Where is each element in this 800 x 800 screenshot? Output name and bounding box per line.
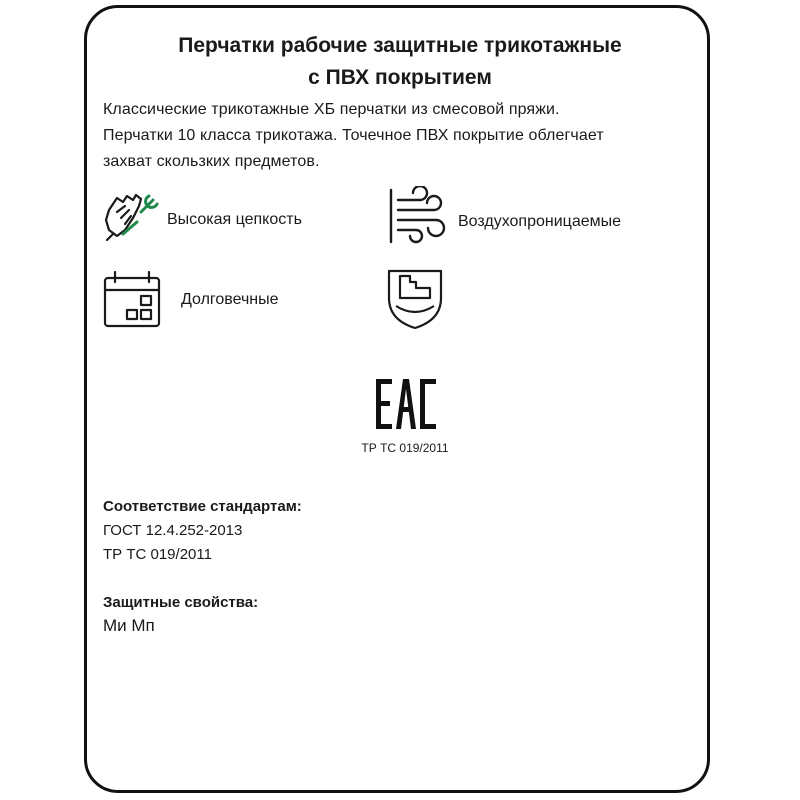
title-line-2: с ПВХ покрытием: [308, 66, 492, 89]
protection-title: Защитные свойства:: [103, 594, 259, 611]
title-line-1: Перчатки рабочие защитные трикотажные: [178, 34, 622, 57]
protection-value: Ми Мп: [103, 616, 155, 635]
description-line-1: Классические трикотажные ХБ перчатки из смесовой пряжи.: [103, 101, 560, 118]
description-line-3: захват скользких предметов.: [103, 153, 320, 170]
feature-label-durable: Долговечные: [181, 291, 279, 308]
standard-item: ТР ТС 019/2011: [103, 546, 212, 563]
protection-shield-icon: [386, 268, 444, 330]
airflow-icon: [386, 186, 448, 246]
glove-grip-icon: [103, 190, 159, 242]
certification-code: ТР ТС 019/2011: [361, 441, 449, 455]
feature-label-grip: Высокая цепкость: [167, 211, 302, 228]
product-description: [103, 97, 693, 175]
standard-item: ГОСТ 12.4.252-2013: [103, 522, 243, 539]
calendar-icon: [103, 270, 161, 330]
feature-label-breathable: Воздухопроницаемые: [458, 213, 622, 230]
eac-certification-logo: [374, 377, 438, 431]
page-title: [84, 30, 716, 94]
description-line-2: Перчатки 10 класса трикотажа. Точечное ПВХ покрытие облегчает: [103, 127, 604, 144]
standards-title: Соответствие стандартам:: [103, 498, 302, 515]
